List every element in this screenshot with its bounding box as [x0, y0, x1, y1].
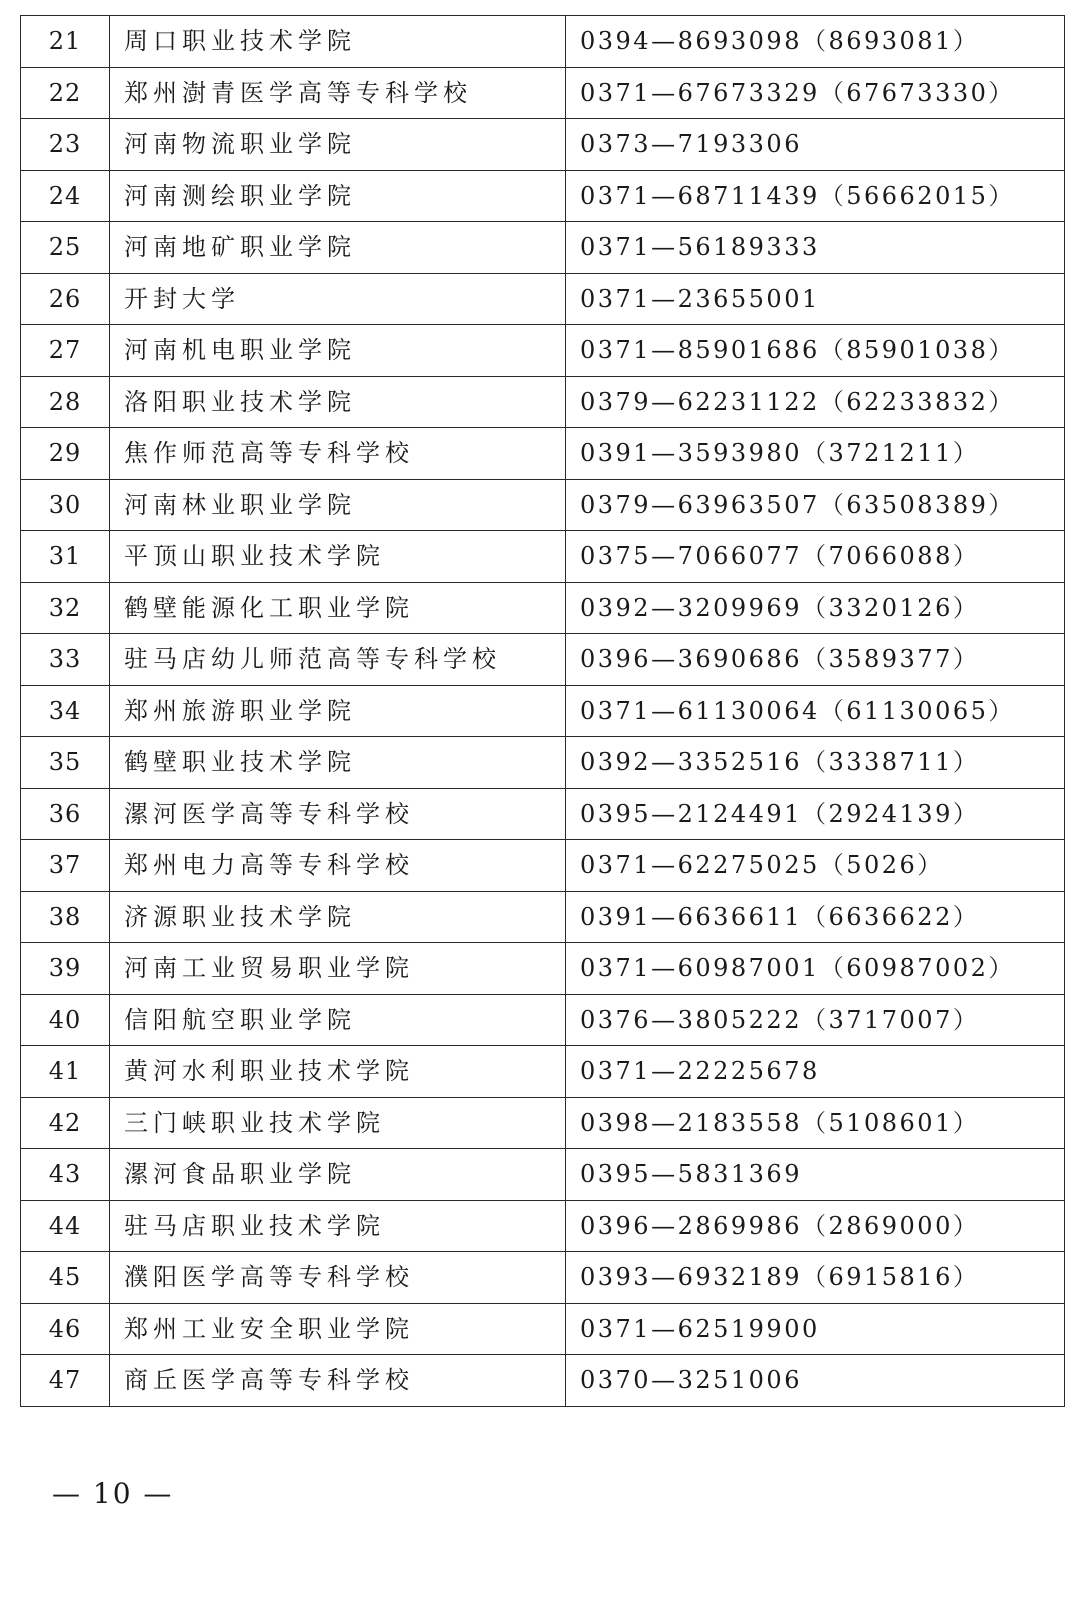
- school-name: 驻马店职业技术学院: [110, 1200, 566, 1252]
- school-name: 郑州电力高等专科学校: [110, 840, 566, 892]
- table-row: [21, 1355, 1065, 1407]
- row-number: 23: [21, 119, 110, 171]
- table-row: [21, 479, 1065, 531]
- table-row: [21, 1200, 1065, 1252]
- phone-number: 0396—3690686（3589377）: [566, 634, 1065, 686]
- school-name: 河南测绘职业学院: [110, 170, 566, 222]
- phone-number: 0373—7193306: [566, 119, 1065, 171]
- phone-number: 0371—23655001: [566, 273, 1065, 325]
- school-name: 黄河水利职业技术学院: [110, 1046, 566, 1098]
- school-name: 驻马店幼儿师范高等专科学校: [110, 634, 566, 686]
- phone-number: 0379—62231122（62233832）: [566, 376, 1065, 428]
- table-row: [21, 428, 1065, 480]
- table-row: [21, 840, 1065, 892]
- phone-number: 0375—7066077（7066088）: [566, 531, 1065, 583]
- phone-number: 0371—22225678: [566, 1046, 1065, 1098]
- phone-number: 0376—3805222（3717007）: [566, 994, 1065, 1046]
- school-name: 商丘医学高等专科学校: [110, 1355, 566, 1407]
- row-number: 39: [21, 943, 110, 995]
- row-number: 24: [21, 170, 110, 222]
- phone-number: 0394—8693098（8693081）: [566, 16, 1065, 68]
- school-name: 信阳航空职业学院: [110, 994, 566, 1046]
- row-number: 25: [21, 222, 110, 274]
- row-number: 26: [21, 273, 110, 325]
- row-number: 44: [21, 1200, 110, 1252]
- table-row: [21, 1303, 1065, 1355]
- school-name: 开封大学: [110, 273, 566, 325]
- school-name: 鹤壁职业技术学院: [110, 737, 566, 789]
- table-row: [21, 1046, 1065, 1098]
- table-row: [21, 994, 1065, 1046]
- school-name: 河南地矿职业学院: [110, 222, 566, 274]
- phone-number: 0371—62275025（5026）: [566, 840, 1065, 892]
- school-name: 河南林业职业学院: [110, 479, 566, 531]
- phone-number: 0392—3209969（3320126）: [566, 582, 1065, 634]
- school-name: 郑州旅游职业学院: [110, 685, 566, 737]
- phone-number: 0371—62519900: [566, 1303, 1065, 1355]
- page-number: — 10 —: [52, 1477, 174, 1510]
- row-number: 30: [21, 479, 110, 531]
- table-row: [21, 788, 1065, 840]
- school-name: 漯河食品职业学院: [110, 1149, 566, 1201]
- row-number: 31: [21, 531, 110, 583]
- table-row: [21, 16, 1065, 68]
- phone-number: 0370—3251006: [566, 1355, 1065, 1407]
- row-number: 37: [21, 840, 110, 892]
- row-number: 38: [21, 891, 110, 943]
- table-row: [21, 222, 1065, 274]
- row-number: 47: [21, 1355, 110, 1407]
- phone-number: 0391—3593980（3721211）: [566, 428, 1065, 480]
- school-name: 郑州工业安全职业学院: [110, 1303, 566, 1355]
- phone-number: 0396—2869986（2869000）: [566, 1200, 1065, 1252]
- school-name: 三门峡职业技术学院: [110, 1097, 566, 1149]
- row-number: 42: [21, 1097, 110, 1149]
- row-number: 43: [21, 1149, 110, 1201]
- table-row: [21, 891, 1065, 943]
- school-name: 济源职业技术学院: [110, 891, 566, 943]
- table-row: [21, 1149, 1065, 1201]
- table-row: [21, 634, 1065, 686]
- college-contact-table: [20, 15, 1065, 1407]
- table-row: [21, 943, 1065, 995]
- row-number: 40: [21, 994, 110, 1046]
- table-row: [21, 170, 1065, 222]
- phone-number: 0371—56189333: [566, 222, 1065, 274]
- school-name: 漯河医学高等专科学校: [110, 788, 566, 840]
- row-number: 29: [21, 428, 110, 480]
- table-row: [21, 119, 1065, 171]
- table-body: [21, 16, 1065, 1407]
- table-row: [21, 531, 1065, 583]
- phone-number: 0379—63963507（63508389）: [566, 479, 1065, 531]
- row-number: 46: [21, 1303, 110, 1355]
- table-row: [21, 1252, 1065, 1304]
- school-name: 洛阳职业技术学院: [110, 376, 566, 428]
- phone-number: 0393—6932189（6915816）: [566, 1252, 1065, 1304]
- table-row: [21, 1097, 1065, 1149]
- table-row: [21, 325, 1065, 377]
- row-number: 22: [21, 67, 110, 119]
- phone-number: 0395—2124491（2924139）: [566, 788, 1065, 840]
- phone-number: 0371—60987001（60987002）: [566, 943, 1065, 995]
- school-name: 焦作师范高等专科学校: [110, 428, 566, 480]
- phone-number: 0371—67673329（67673330）: [566, 67, 1065, 119]
- phone-number: 0371—85901686（85901038）: [566, 325, 1065, 377]
- phone-number: 0371—68711439（56662015）: [566, 170, 1065, 222]
- table-row: [21, 685, 1065, 737]
- table-row: [21, 376, 1065, 428]
- row-number: 21: [21, 16, 110, 68]
- school-name: 鹤壁能源化工职业学院: [110, 582, 566, 634]
- phone-number: 0391—6636611（6636622）: [566, 891, 1065, 943]
- table-row: [21, 582, 1065, 634]
- row-number: 27: [21, 325, 110, 377]
- school-name: 濮阳医学高等专科学校: [110, 1252, 566, 1304]
- school-name: 河南机电职业学院: [110, 325, 566, 377]
- school-name: 郑州澍青医学高等专科学校: [110, 67, 566, 119]
- row-number: 32: [21, 582, 110, 634]
- row-number: 45: [21, 1252, 110, 1304]
- school-name: 河南工业贸易职业学院: [110, 943, 566, 995]
- table-row: [21, 67, 1065, 119]
- school-name: 周口职业技术学院: [110, 16, 566, 68]
- school-name: 平顶山职业技术学院: [110, 531, 566, 583]
- phone-number: 0371—61130064（61130065）: [566, 685, 1065, 737]
- row-number: 36: [21, 788, 110, 840]
- row-number: 28: [21, 376, 110, 428]
- phone-number: 0395—5831369: [566, 1149, 1065, 1201]
- table-row: [21, 737, 1065, 789]
- row-number: 41: [21, 1046, 110, 1098]
- school-name: 河南物流职业学院: [110, 119, 566, 171]
- phone-number: 0392—3352516（3338711）: [566, 737, 1065, 789]
- row-number: 34: [21, 685, 110, 737]
- table-row: [21, 273, 1065, 325]
- row-number: 35: [21, 737, 110, 789]
- phone-number: 0398—2183558（5108601）: [566, 1097, 1065, 1149]
- row-number: 33: [21, 634, 110, 686]
